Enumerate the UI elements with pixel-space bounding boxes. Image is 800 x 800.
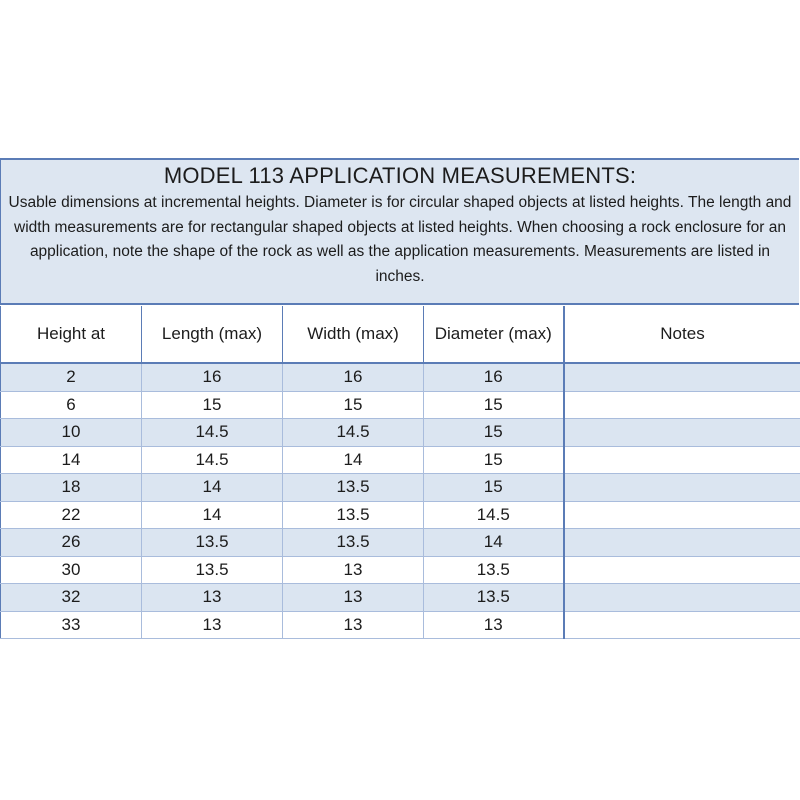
cell-height: 26 (1, 529, 142, 557)
cell-width: 13.5 (283, 474, 424, 502)
cell-width: 13 (283, 611, 424, 639)
cell-height: 22 (1, 501, 142, 529)
cell-diameter: 14 (424, 529, 564, 557)
header-box (0, 158, 799, 305)
cell-length: 14.5 (142, 419, 283, 447)
table-row (1, 474, 800, 502)
cell-notes (564, 446, 800, 474)
cell-notes (564, 363, 800, 391)
table-row (1, 529, 800, 557)
cell-length: 14.5 (142, 446, 283, 474)
table-header-row (1, 306, 800, 363)
cell-height: 10 (1, 419, 142, 447)
cell-height: 30 (1, 556, 142, 584)
table-row (1, 584, 800, 612)
table-row (1, 501, 800, 529)
table-row (1, 556, 800, 584)
cell-height: 2 (1, 363, 142, 391)
cell-notes (564, 611, 800, 639)
cell-diameter: 15 (424, 419, 564, 447)
cell-width: 16 (283, 363, 424, 391)
cell-notes (564, 529, 800, 557)
cell-notes (564, 474, 800, 502)
cell-width: 13 (283, 556, 424, 584)
cell-width: 14.5 (283, 419, 424, 447)
table-row (1, 611, 800, 639)
cell-length: 14 (142, 474, 283, 502)
table-row (1, 391, 800, 419)
cell-diameter: 16 (424, 363, 564, 391)
cell-width: 14 (283, 446, 424, 474)
table-row (1, 446, 800, 474)
cell-notes (564, 419, 800, 447)
cell-diameter: 15 (424, 391, 564, 419)
document-title: MODEL 113 APPLICATION MEASUREMENTS: (163, 163, 637, 188)
cell-length: 13.5 (142, 556, 283, 584)
cell-notes (564, 391, 800, 419)
cell-notes (564, 501, 800, 529)
cell-length: 13.5 (142, 529, 283, 557)
cell-height: 14 (1, 446, 142, 474)
cell-length: 14 (142, 501, 283, 529)
header-height: Height at (1, 306, 142, 363)
cell-width: 13 (283, 584, 424, 612)
measurements-table (0, 306, 800, 639)
cell-diameter: 14.5 (424, 501, 564, 529)
cell-height: 18 (1, 474, 142, 502)
cell-diameter: 13.5 (424, 556, 564, 584)
cell-notes (564, 584, 800, 612)
cell-height: 33 (1, 611, 142, 639)
cell-length: 13 (142, 611, 283, 639)
table-body (1, 363, 800, 639)
cell-width: 13.5 (283, 529, 424, 557)
cell-diameter: 13.5 (424, 584, 564, 612)
cell-diameter: 15 (424, 446, 564, 474)
cell-width: 15 (283, 391, 424, 419)
document-description: Usable dimensions at incremental heights. Diameter is for circular shaped objects at listed heights. The length and width measurements are for rectangular shaped objects at listed heights. When choosing a rock enclosure for an application, note the shape of the rock as well as the application measurements. Measurements are listed in inches. (8, 194, 792, 285)
header-width: Width (max) (283, 306, 424, 363)
cell-length: 15 (142, 391, 283, 419)
header-diameter: Diameter (max) (424, 306, 564, 363)
cell-diameter: 13 (424, 611, 564, 639)
header-length: Length (max) (142, 306, 283, 363)
header-notes: Notes (564, 306, 800, 363)
cell-length: 16 (142, 363, 283, 391)
table-row (1, 363, 800, 391)
table-row (1, 419, 800, 447)
measurements-document (0, 158, 800, 642)
cell-notes (564, 556, 800, 584)
cell-length: 13 (142, 584, 283, 612)
cell-diameter: 15 (424, 474, 564, 502)
cell-height: 6 (1, 391, 142, 419)
cell-width: 13.5 (283, 501, 424, 529)
cell-height: 32 (1, 584, 142, 612)
